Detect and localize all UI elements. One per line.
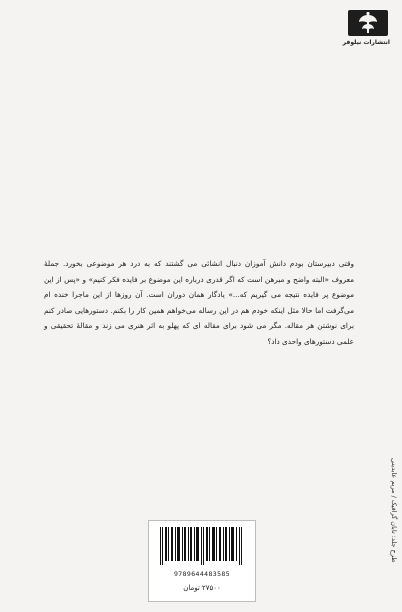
cover-design-credit-text: طرح جلد: تابان گرافیک / مریم عابدینی [390, 458, 398, 563]
price-label: ۲۷۵۰۰ تومان [183, 584, 221, 592]
publisher-block [342, 10, 390, 46]
barcode-box [148, 520, 256, 602]
publisher-name: انتشارات نیلوفر [342, 39, 390, 46]
isbn-number: 9789644483585 [173, 570, 231, 578]
publisher-emblem-icon [348, 10, 388, 36]
back-cover-blurb: وقتی دبیرستان بودم دانش آموزان دنبال انشائی می گشتند که به درد هر موضوعی بخورد. جملهٔ معروف «البته واضح و مبرهن است که اگر قدری درباره این موضوع بر فایده فکر کنیم» و «پس از این موضوع پر فایده نتیجه می گیریم که...» یادگار همان دوران است. آن روزها از این ماجرا خنده ام می‌گرفت اما حالا مثل اینکه خودم هم در این رساله می‌خواهم همین کار را بکنم. دستورهایی صادر کنم برای نوشتن هر مقاله. مگر می شود برای مقاله ای که پهلو به اثر هنری می زند و مقالهٔ تحقیقی و علمی دستورهای واحدی داد؟ [44, 259, 354, 346]
barcode-icon [158, 527, 246, 565]
cover-design-credit [388, 458, 398, 598]
